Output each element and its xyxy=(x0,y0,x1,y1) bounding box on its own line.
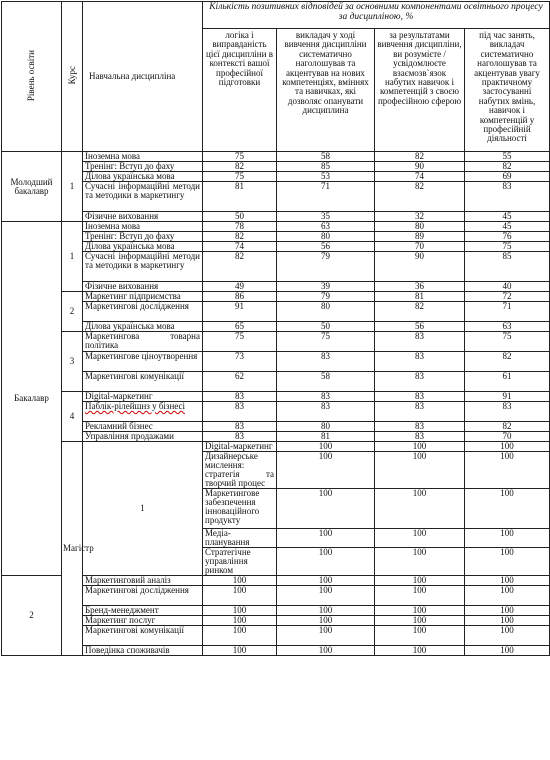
value-cell: 100 xyxy=(465,442,550,452)
value-cell: 100 xyxy=(203,626,277,646)
value-cell: 82 xyxy=(465,162,550,172)
value-cell: 45 xyxy=(465,222,550,232)
value-cell: 82 xyxy=(465,352,550,372)
table-row xyxy=(2,212,550,222)
table-row xyxy=(2,586,550,606)
value-cell: 100 xyxy=(203,576,277,586)
value-cell: 65 xyxy=(203,322,277,332)
value-cell: 100 xyxy=(465,452,550,489)
table-row xyxy=(2,616,550,626)
table-row xyxy=(2,282,550,292)
value-cell: 61 xyxy=(465,372,550,392)
value-cell: 63 xyxy=(465,322,550,332)
value-cell: 83 xyxy=(203,422,277,432)
table-row xyxy=(2,626,550,646)
discipline-cell: Стратегічне управління ринком xyxy=(203,548,277,576)
value-cell: 80 xyxy=(277,422,375,432)
value-cell: 100 xyxy=(465,606,550,616)
value-cell: 100 xyxy=(375,616,465,626)
value-cell: 100 xyxy=(375,452,465,489)
table-row xyxy=(2,172,550,182)
value-cell: 83 xyxy=(203,432,277,442)
value-cell: 90 xyxy=(375,252,465,282)
level-bachelor: Бакалавр xyxy=(2,222,62,576)
value-cell: 100 xyxy=(465,576,550,586)
value-cell: 100 xyxy=(375,626,465,646)
value-cell: 74 xyxy=(375,172,465,182)
value-cell: 83 xyxy=(375,422,465,432)
level-master: Магістр xyxy=(62,442,83,656)
discipline-cell: Маркетинг підприємства xyxy=(83,292,203,302)
discipline-cell: Сучасні інформаційні методи та методики в маркетингу xyxy=(83,182,203,212)
value-cell: 63 xyxy=(277,222,375,232)
header-group-title: Кількість позитивних відповідей за основними компонентами освітнього процесу за дисципліною, % xyxy=(203,2,550,29)
value-cell: 100 xyxy=(375,576,465,586)
value-cell: 69 xyxy=(465,172,550,182)
value-cell: 89 xyxy=(375,232,465,242)
value-cell: 100 xyxy=(277,548,375,576)
value-cell: 100 xyxy=(277,586,375,606)
value-cell: 58 xyxy=(277,372,375,392)
value-cell: 79 xyxy=(277,252,375,282)
value-cell: 85 xyxy=(277,162,375,172)
value-cell: 82 xyxy=(375,302,465,322)
table-row xyxy=(2,222,550,232)
value-cell: 100 xyxy=(277,616,375,626)
table-row xyxy=(2,162,550,172)
discipline-cell: Медіа-планування xyxy=(203,529,277,548)
value-cell: 100 xyxy=(465,626,550,646)
course-cell: 2 xyxy=(62,292,83,332)
value-cell: 83 xyxy=(465,182,550,212)
header-discipline: Навчальна дисципліна xyxy=(83,2,203,152)
table-row xyxy=(2,252,550,282)
value-cell: 100 xyxy=(203,606,277,616)
value-cell: 75 xyxy=(465,242,550,252)
value-cell: 83 xyxy=(465,402,550,422)
discipline-cell: Ділова українська мова xyxy=(83,242,203,252)
table-row xyxy=(2,402,550,422)
value-cell: 82 xyxy=(203,232,277,242)
value-cell: 83 xyxy=(375,352,465,372)
value-cell: 50 xyxy=(277,322,375,332)
discipline-cell: Маркетингові дослідження xyxy=(83,302,203,322)
table-row xyxy=(2,576,550,586)
value-cell: 100 xyxy=(277,442,375,452)
table-row xyxy=(2,182,550,212)
value-cell: 71 xyxy=(465,302,550,322)
table-row xyxy=(2,292,550,302)
discipline-cell: Маркетингові комунікації xyxy=(83,372,203,392)
value-cell: 75 xyxy=(203,332,277,352)
discipline-cell: Іноземна мова xyxy=(83,222,203,232)
value-cell: 100 xyxy=(277,626,375,646)
table-row xyxy=(2,332,550,352)
value-cell: 83 xyxy=(375,402,465,422)
table-row xyxy=(2,372,550,392)
value-cell: 39 xyxy=(277,282,375,292)
value-cell: 49 xyxy=(203,282,277,292)
value-cell: 36 xyxy=(375,282,465,292)
value-cell: 75 xyxy=(203,152,277,162)
discipline-cell: Сучасні інформаційні методи та методики в маркетингу xyxy=(83,252,203,282)
discipline-cell: Маркетингові дослідження xyxy=(83,586,203,606)
level-junior: Молодший бакалавр xyxy=(2,152,62,222)
table-row xyxy=(2,152,550,162)
value-cell: 82 xyxy=(203,252,277,282)
value-cell: 85 xyxy=(465,252,550,282)
value-cell: 50 xyxy=(203,212,277,222)
course-cell: 1 xyxy=(62,222,83,292)
value-cell: 100 xyxy=(375,646,465,656)
discipline-cell: Поведінка споживачів xyxy=(83,646,203,656)
table-row xyxy=(2,242,550,252)
value-cell: 83 xyxy=(375,372,465,392)
discipline-cell: Управління продажами xyxy=(83,432,203,442)
discipline-cell: Digital-маркетинг xyxy=(203,442,277,452)
value-cell: 86 xyxy=(203,292,277,302)
value-cell: 100 xyxy=(375,442,465,452)
discipline-cell: Маркетинг послуг xyxy=(83,616,203,626)
discipline-cell: Тренінг: Вступ до фаху xyxy=(83,232,203,242)
value-cell: 80 xyxy=(277,302,375,322)
value-cell: 73 xyxy=(203,352,277,372)
value-cell: 80 xyxy=(277,232,375,242)
value-cell: 75 xyxy=(465,332,550,352)
value-cell: 91 xyxy=(465,392,550,402)
discipline-cell: Фізичне виховання xyxy=(83,282,203,292)
value-cell: 53 xyxy=(277,172,375,182)
table-row xyxy=(2,392,550,402)
value-cell: 56 xyxy=(375,322,465,332)
table-row xyxy=(2,232,550,242)
table-row xyxy=(2,646,550,656)
value-cell: 83 xyxy=(203,392,277,402)
value-cell: 81 xyxy=(375,292,465,302)
discipline-cell: Бренд-менеджмент xyxy=(83,606,203,616)
discipline-cell: Паблік-рілейшнз у бізнесі xyxy=(83,402,203,422)
table-row xyxy=(2,432,550,442)
value-cell: 35 xyxy=(277,212,375,222)
value-cell: 100 xyxy=(203,616,277,626)
discipline-cell: Дизайнерське мислення: стратегія та творчий процес xyxy=(203,452,277,489)
discipline-cell: Ділова українська мова xyxy=(83,322,203,332)
value-cell: 83 xyxy=(375,332,465,352)
value-cell: 70 xyxy=(375,242,465,252)
value-cell: 75 xyxy=(203,172,277,182)
value-cell: 100 xyxy=(277,489,375,529)
header-course: Курс xyxy=(62,2,83,152)
value-cell: 91 xyxy=(203,302,277,322)
course-cell: 1 xyxy=(83,442,203,576)
value-cell: 58 xyxy=(277,152,375,162)
table-row xyxy=(2,302,550,322)
table-row xyxy=(2,352,550,372)
discipline-cell: Тренінг: Вступ до фаху xyxy=(83,162,203,172)
value-cell: 79 xyxy=(277,292,375,302)
value-cell: 83 xyxy=(375,392,465,402)
value-cell: 100 xyxy=(465,529,550,548)
value-cell: 83 xyxy=(277,352,375,372)
value-cell: 70 xyxy=(465,432,550,442)
header-col-logic: логіка і виправданість цієї дисципліни в контексті вашої професійної підготовки xyxy=(203,29,277,152)
value-cell: 100 xyxy=(375,489,465,529)
header-col-practice: під час занять, викладач систематично наголошував та акцентував увагу практичному застосуванні набутих вмінь, навичок і компетенцій у професійній діяльності xyxy=(465,29,550,152)
discipline-cell: Digital-маркетинг xyxy=(83,392,203,402)
value-cell: 100 xyxy=(465,616,550,626)
course-cell: 2 xyxy=(2,576,62,656)
value-cell: 100 xyxy=(375,529,465,548)
value-cell: 82 xyxy=(465,422,550,432)
value-cell: 62 xyxy=(203,372,277,392)
value-cell: 82 xyxy=(375,152,465,162)
course-cell: 3 xyxy=(62,332,83,392)
survey-results-table xyxy=(1,1,550,656)
value-cell: 100 xyxy=(465,586,550,606)
value-cell: 83 xyxy=(375,432,465,442)
value-cell: 100 xyxy=(465,489,550,529)
table-row xyxy=(2,606,550,616)
value-cell: 90 xyxy=(375,162,465,172)
table-row xyxy=(2,442,550,452)
discipline-cell: Маркетинговий аналіз xyxy=(83,576,203,586)
value-cell: 56 xyxy=(277,242,375,252)
value-cell: 100 xyxy=(375,586,465,606)
value-cell: 100 xyxy=(277,646,375,656)
value-cell: 71 xyxy=(277,182,375,212)
value-cell: 45 xyxy=(465,212,550,222)
value-cell: 82 xyxy=(203,162,277,172)
value-cell: 100 xyxy=(277,529,375,548)
value-cell: 100 xyxy=(277,452,375,489)
header-col-understanding: за результатами вивчення дисципліни, ви розумієте / усвідомлюєте взаємозв`язок набутих навичок і компетенцій з своєю професійною сферою xyxy=(375,29,465,152)
value-cell: 100 xyxy=(277,576,375,586)
value-cell: 100 xyxy=(375,606,465,616)
value-cell: 80 xyxy=(375,222,465,232)
discipline-cell: Іноземна мова xyxy=(83,152,203,162)
value-cell: 72 xyxy=(465,292,550,302)
discipline-cell: Маркетингові комунікації xyxy=(83,626,203,646)
value-cell: 83 xyxy=(277,392,375,402)
discipline-cell: Маркетингове забезпечення інноваційного продукту xyxy=(203,489,277,529)
course-cell: 1 xyxy=(62,152,83,222)
value-cell: 100 xyxy=(203,586,277,606)
value-cell: 76 xyxy=(465,232,550,242)
discipline-cell: Маркетингова товарна політика xyxy=(83,332,203,352)
discipline-cell: Маркетингове ціноутворення xyxy=(83,352,203,372)
value-cell: 100 xyxy=(203,646,277,656)
value-cell: 100 xyxy=(465,548,550,576)
value-cell: 81 xyxy=(203,182,277,212)
value-cell: 82 xyxy=(375,182,465,212)
value-cell: 83 xyxy=(277,402,375,422)
table-row xyxy=(2,322,550,332)
value-cell: 81 xyxy=(277,432,375,442)
value-cell: 55 xyxy=(465,152,550,162)
value-cell: 40 xyxy=(465,282,550,292)
discipline-cell: Ділова українська мова xyxy=(83,172,203,182)
header-col-competences: викладач у ході вивчення дисципліни систематично наголошував та акцентував на нових компетенціях, вміннях та навичках, які дозволяє опанувати дисциплина xyxy=(277,29,375,152)
course-cell: 4 xyxy=(62,392,83,442)
value-cell: 75 xyxy=(277,332,375,352)
value-cell: 100 xyxy=(465,646,550,656)
value-cell: 32 xyxy=(375,212,465,222)
header-level: Рівень освіти xyxy=(2,2,62,152)
value-cell: 83 xyxy=(203,402,277,422)
discipline-cell: Рекламний бізнес xyxy=(83,422,203,432)
discipline-cell: Фізичне виховання xyxy=(83,212,203,222)
table-row xyxy=(2,422,550,432)
value-cell: 74 xyxy=(203,242,277,252)
value-cell: 100 xyxy=(375,548,465,576)
value-cell: 78 xyxy=(203,222,277,232)
value-cell: 100 xyxy=(277,606,375,616)
